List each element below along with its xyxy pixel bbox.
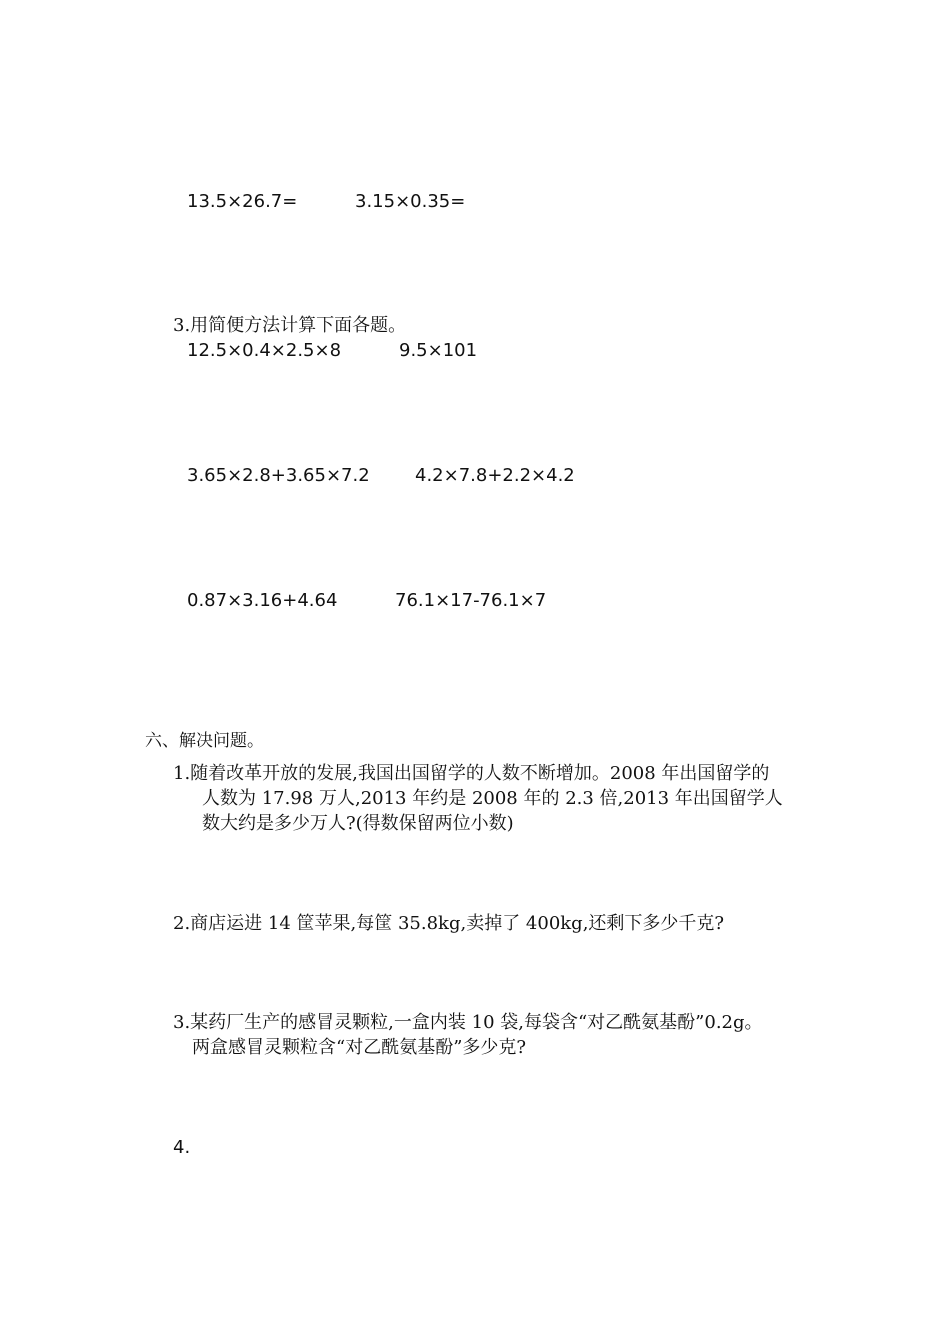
q3-row1-expr-a: 12.5×0.4×2.5×8: [187, 340, 342, 361]
q3-row3-expr-a: 0.87×3.16+4.64: [187, 590, 338, 611]
q3-row3-expr-b: 76.1×17-76.1×7: [395, 590, 547, 611]
problem3-line1: 3.某药厂生产的感冒灵颗粒,一盒内装 10 袋,每袋含“对乙酰氨基酚”0.2g。: [173, 1012, 763, 1033]
q3-title: 3.用简便方法计算下面各题。: [173, 315, 407, 336]
problem4-number: 4.: [173, 1137, 191, 1158]
expr-13-5-times-26-7: 13.5×26.7=: [187, 191, 298, 212]
q3-row1-expr-b: 9.5×101: [399, 340, 478, 361]
q3-row2-expr-a: 3.65×2.8+3.65×7.2: [187, 465, 370, 486]
q3-row2-expr-b: 4.2×7.8+2.2×4.2: [415, 465, 575, 486]
problem1-line2: 人数为 17.98 万人,2013 年约是 2008 年的 2.3 倍,2013 年出国留学人: [202, 788, 783, 809]
section6-heading: 六、解决问题。: [145, 731, 264, 751]
problem2: 2.商店运进 14 筐苹果,每筐 35.8kg,卖掉了 400kg,还剩下多少千克?: [173, 913, 725, 934]
expr-3-15-times-0-35: 3.15×0.35=: [355, 191, 466, 212]
problem1-line1: 1.随着改革开放的发展,我国出国留学的人数不断增加。2008 年出国留学的: [173, 763, 770, 784]
problem3-line2: 两盒感冒灵颗粒含“对乙酰氨基酚”多少克?: [192, 1037, 527, 1058]
problem1-line3: 数大约是多少万人?(得数保留两位小数): [202, 813, 514, 834]
